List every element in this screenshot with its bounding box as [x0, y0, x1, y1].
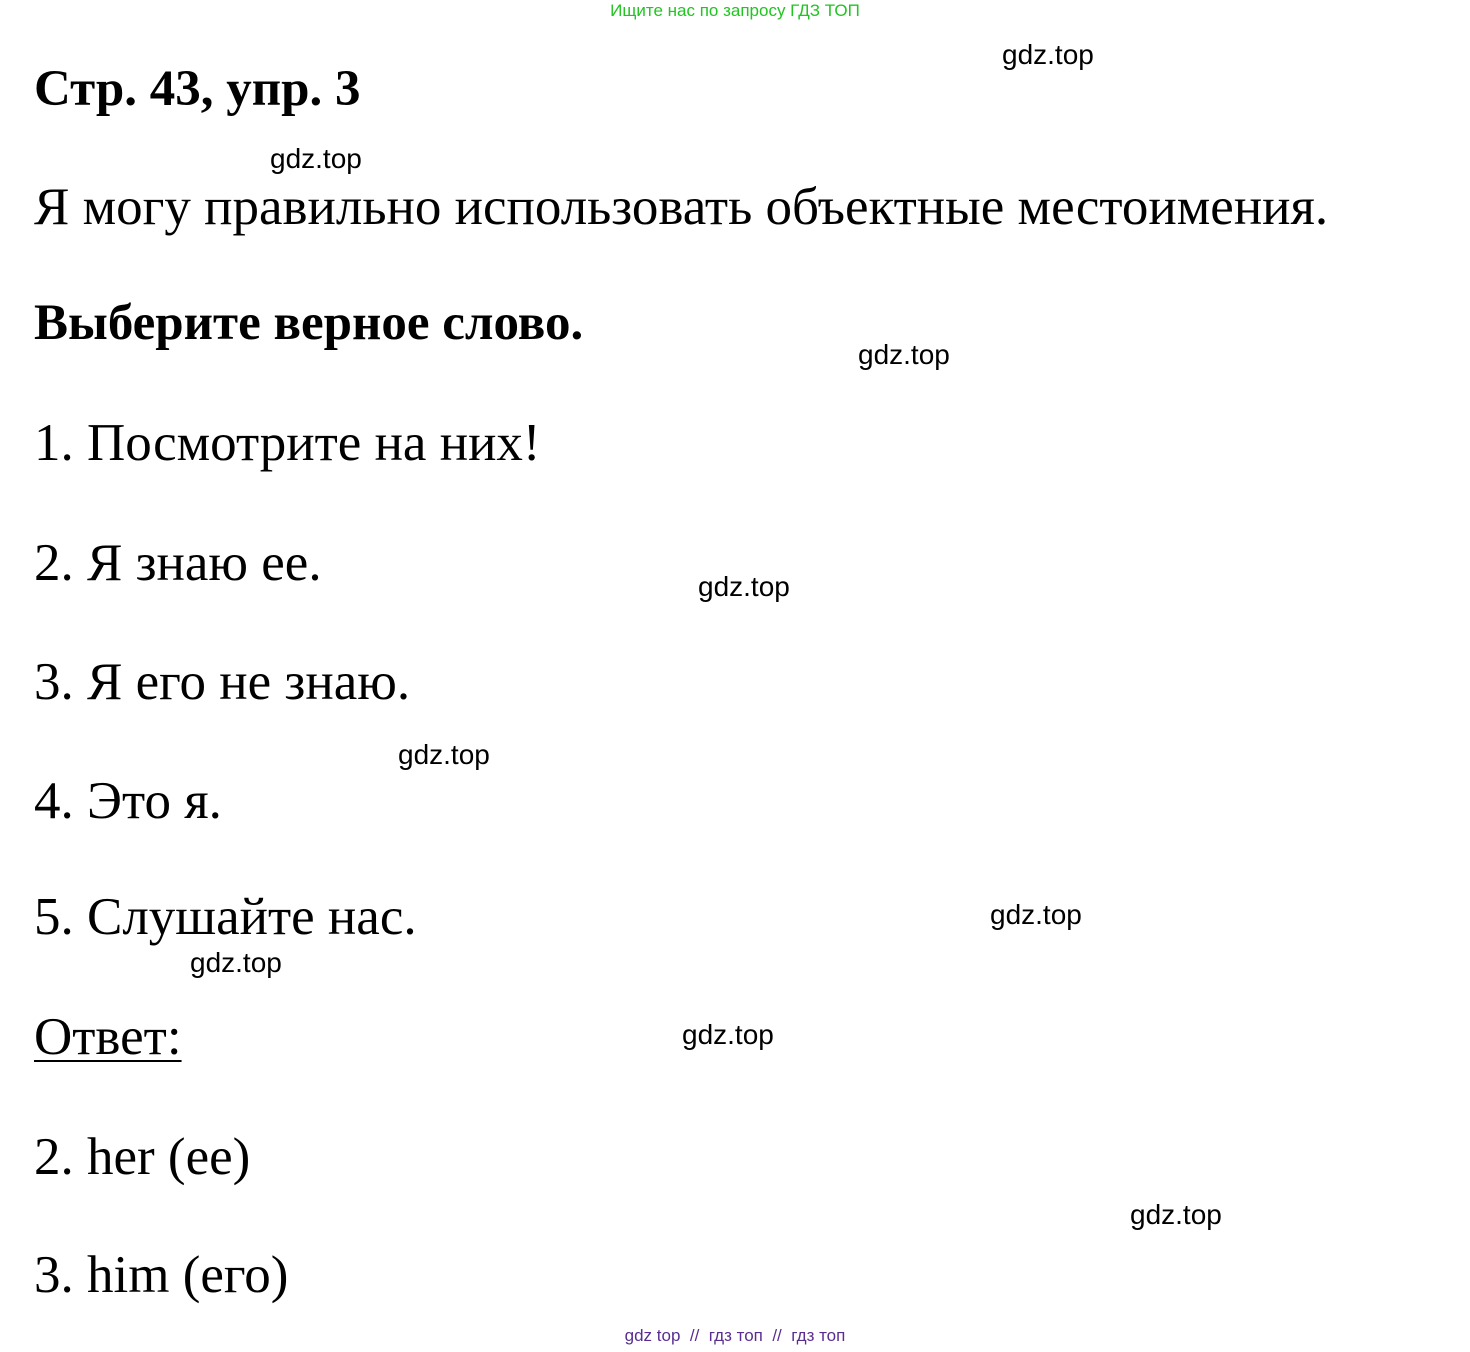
sentence-2: 2. Я знаю ее.: [34, 534, 322, 592]
watermark: gdz.top: [270, 143, 362, 174]
search-banner[interactable]: Ищите нас по запросу ГДЗ ТОП: [610, 1, 860, 20]
watermark: gdz.top: [698, 571, 790, 602]
answer-2: 2. her (ее): [34, 1128, 251, 1186]
objective-text: Я могу правильно использовать объектные местоимения.: [34, 178, 1329, 236]
watermark: gdz.top: [1002, 39, 1094, 70]
watermark: gdz.top: [858, 339, 950, 370]
watermark: gdz.top: [190, 947, 282, 978]
sentence-5: 5. Слушайте нас.: [34, 888, 417, 946]
watermark: gdz.top: [1130, 1199, 1222, 1230]
answer-label-text: Ответ:: [34, 1008, 182, 1066]
instruction-heading: Выберите верное слово.: [34, 295, 584, 351]
footer-links[interactable]: gdz top // гдз топ // гдз топ: [624, 1326, 846, 1345]
answer-3: 3. him (его): [34, 1246, 289, 1304]
sentence-3: 3. Я его не знаю.: [34, 653, 411, 711]
watermark: gdz.top: [682, 1019, 774, 1050]
watermark: gdz.top: [398, 739, 490, 770]
answer-label: [34, 1005, 182, 1069]
sentence-4: 4. Это я.: [34, 772, 222, 830]
sentence-1: 1. Посмотрите на них!: [34, 414, 541, 472]
watermark: gdz.top: [990, 899, 1082, 930]
page-title: Стр. 43, упр. 3: [34, 61, 361, 117]
